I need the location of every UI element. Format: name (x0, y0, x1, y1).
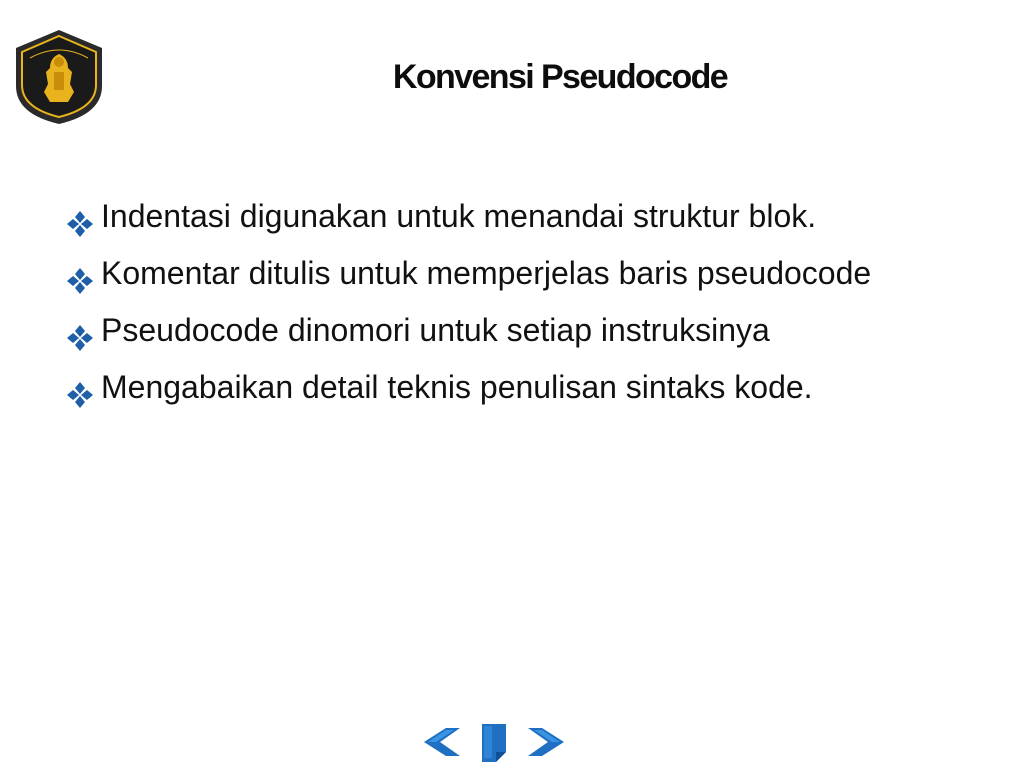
four-diamond-bullet-icon (66, 376, 94, 404)
bullet-item (66, 194, 966, 238)
slide-title: Konvensi Pseudocode (392, 58, 728, 96)
bullet-item (66, 308, 966, 352)
bullet-text: Indentasi digunakan untuk menandai struktur blok. (101, 198, 817, 234)
bullet-text: Mengabaikan detail teknis penulisan sintaks kode. (101, 369, 813, 405)
bullet-text: Komentar ditulis untuk memperjelas baris pseudocode (101, 255, 872, 291)
bullet-item (66, 365, 966, 409)
page-button[interactable] (478, 722, 512, 764)
four-diamond-bullet-icon (66, 205, 94, 233)
next-slide-button[interactable] (524, 722, 568, 762)
prev-slide-button[interactable] (420, 722, 464, 762)
bullet-item (66, 251, 966, 295)
four-diamond-bullet-icon (66, 319, 94, 347)
four-diamond-bullet-icon (66, 262, 94, 290)
chevron-left-icon (420, 722, 464, 762)
bullet-list (66, 194, 966, 422)
bullet-text: Pseudocode dinomori untuk setiap instruksinya (101, 312, 770, 348)
page-icon (478, 722, 512, 764)
chevron-right-icon (524, 722, 568, 762)
